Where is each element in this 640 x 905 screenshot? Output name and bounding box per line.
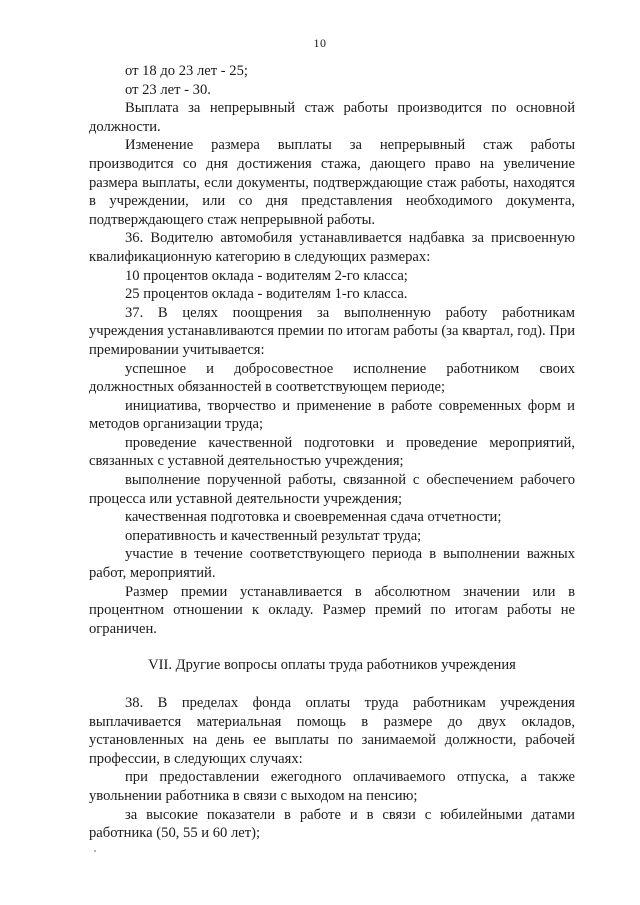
paragraph: выполнение порученной работы, связанной с обеспечением рабочего процесса или уставной деятельности учреждения; (89, 472, 575, 507)
page-number: 10 (313, 36, 327, 50)
paragraph: качественная подготовка и своевременная сдача отчетности; (125, 509, 502, 526)
paragraph: 36. Водителю автомобиля устанавливается надбавка за присвоенную квалификационную категорию в следующих размерах: (89, 230, 575, 265)
paragraph: 37. В целях поощрения за выполненную работу работникам учреждения устанавливаются премии по итогам работы (за квартал, год). При премировании учитывается: (89, 304, 575, 358)
paragraph: от 18 до 23 лет - 25; (125, 63, 248, 79)
paragraph: за высокие показатели в работе и в связи с юбилейными датами работника (50, 55 и 60 лет); (89, 806, 575, 842)
scan-speck (94, 850, 96, 852)
paragraph: успешное и добросовестное исполнение работником своих должностных обязанностей в соответствующем периоде; (89, 360, 575, 396)
paragraph: проведение качественной подготовки и проведение мероприятий, связанных с уставной деятельностью учреждения; (89, 434, 575, 470)
paragraph: Выплата за непрерывный стаж работы производится по основной должности. (89, 100, 575, 135)
paragraph: 25 процентов оклада - водителям 1-го класса. (125, 286, 408, 303)
paragraph: участие в течение соответствующего периода в выполнении важных работ, мероприятий. (89, 546, 575, 582)
paragraph: 38. В пределах фонда оплаты труда работникам учреждения выплачивается материальная помощь в размере до двух окладов, установленных на день ее выплаты по занимаемой должности, рабочей профессии, в следующих случаях: (89, 695, 575, 767)
paragraph: Изменение размера выплаты за непрерывный стаж работы производится со дня достижения стажа, дающего право на увеличение размера выплаты, если документы, подтверждающие стаж работы, находятся в учреждении, или со дня представления необходимого документа, подтверждающего стаж непрерывной работы. (89, 137, 575, 228)
paragraph: от 23 лет - 30. (125, 81, 211, 98)
paragraph: оперативность и качественный результат труда; (125, 527, 422, 544)
document-body (89, 62, 575, 843)
paragraph: Размер премии устанавливается в абсолютном значении или в процентном отношении к окладу. Размер премий по итогам работы не ограничен. (89, 583, 575, 637)
paragraph: 10 процентов оклада - водителям 2-го класса; (125, 267, 408, 284)
paragraph: инициатива, творчество и применение в работе современных форм и методов организации труда; (89, 397, 575, 433)
section-heading: VII. Другие вопросы оплаты труда работников учреждения (148, 657, 516, 674)
paragraph: при предоставлении ежегодного оплачиваемого отпуска, а также увольнении работника в связи с выходом на пенсию; (89, 769, 575, 804)
